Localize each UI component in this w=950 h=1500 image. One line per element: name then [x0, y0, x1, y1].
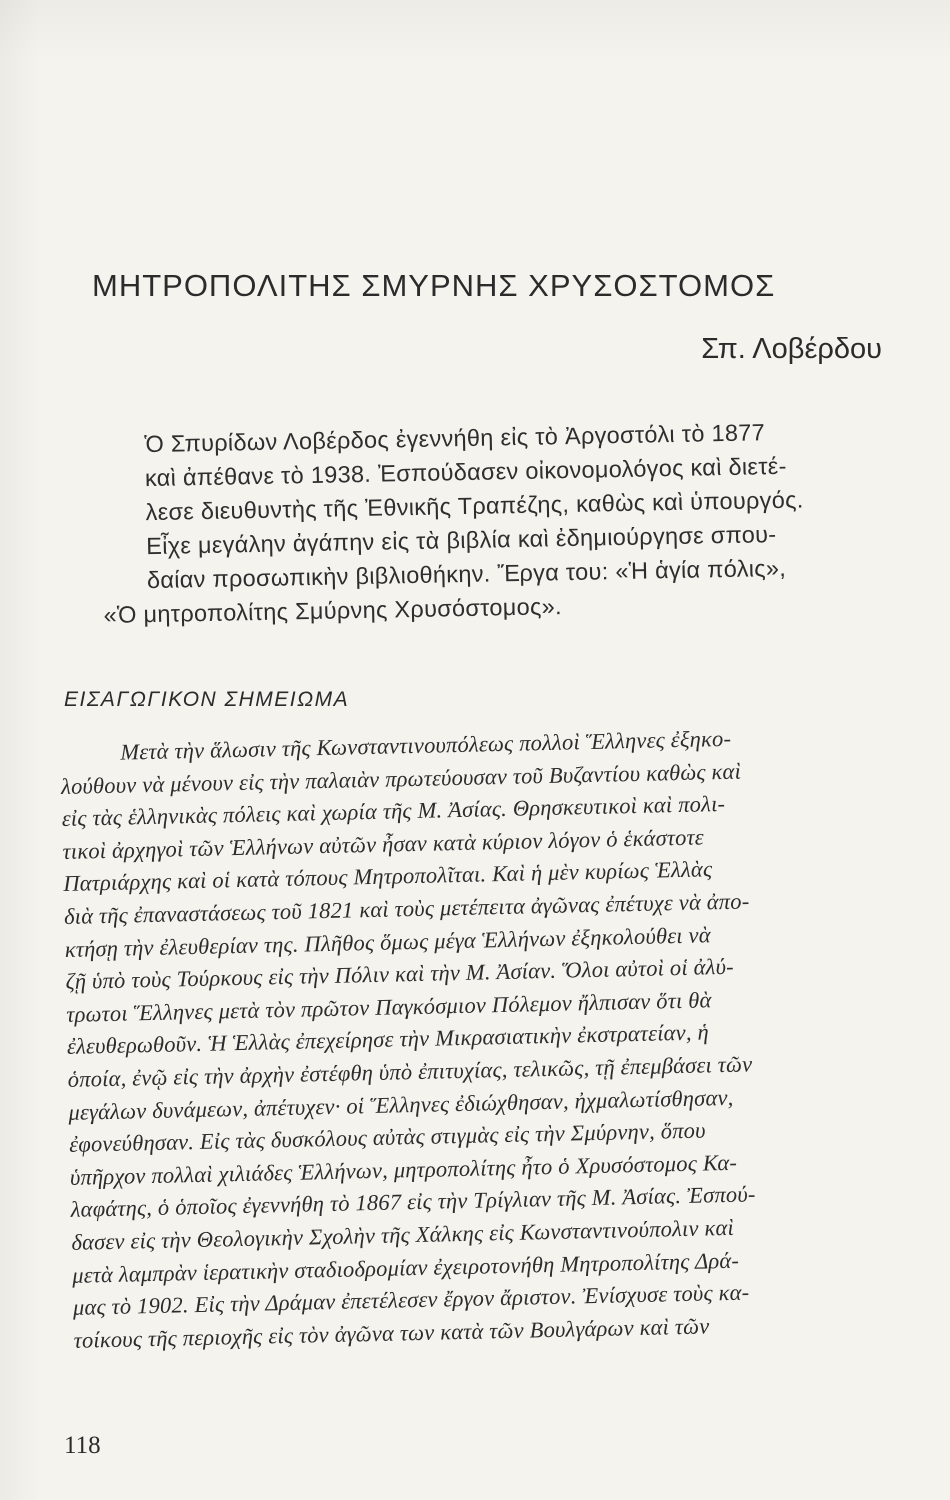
bio-line: καὶ ἀπέθανε τὸ 1938. Ἐσπούδασεν οἰκονομολόγος καὶ διετέ-	[144, 452, 787, 492]
body-line: μας τὸ 1902. Εἰς τὴν Δράμαν ἐπετέλεσεν ἔργον ἄριστον. Ἐνίσχυσε τοὺς κα-	[72, 1279, 750, 1320]
body-text	[60, 719, 924, 1357]
body-line: διὰ τῆς ἐπαναστάσεως τοῦ 1821 καὶ τοὺς μετέπειτα ἀγῶνας ἐπέτυχε νὰ ἀπο-	[63, 888, 750, 929]
author-bio	[100, 413, 904, 632]
body-line: εἰς τὰς ἑλληνικὰς πόλεις καὶ χωρία τῆς Μ. Ἀσίας. Θρησκευτικοὶ καὶ πολι-	[61, 791, 726, 832]
page-number: 118	[64, 1432, 101, 1459]
body-line: μεγάλων δυνάμεων, ἀπέτυχεν· οἱ Ἕλληνες ἐδιώχθησαν, ἠχμαλωτίσθησαν,	[68, 1084, 734, 1125]
body-line: λαφάτης, ὁ ὁποῖος ἐγεννήθη τὸ 1867 εἰς τὴν Τρίγλιαν τῆς Μ. Ἀσίας. Ἐσπού-	[70, 1181, 756, 1223]
body-line: ἐλευθερωθοῦν. Ἡ Ἑλλὰς ἐπεχείρησε τὴν Μικρασιατικὴν ἐκστρατείαν, ἡ	[66, 1019, 710, 1060]
body-line: ὑπῆρχον πολλαὶ χιλιάδες Ἑλλήνων, μητροπολίτης ἦτο ὁ Χρυσόστομος Κα-	[69, 1149, 738, 1190]
body-line: μετὰ λαμπρὰν ἱερατικὴν σταδιοδρομίαν ἐχειροτονήθη Μητροπολίτης Δρά-	[71, 1247, 740, 1288]
author-name: Σπ. Λοβέρδου	[701, 333, 882, 365]
body-line: τρωτοι Ἕλληνες μετὰ τὸν πρῶτον Παγκόσμιον Πόλεμον ἤλπισαν ὅτι θὰ	[65, 987, 712, 1027]
body-line: δασεν εἰς τὴν Θεολογικὴν Σχολὴν τῆς Χάλκης εἰς Κωνσταντινούπολιν καὶ	[71, 1214, 735, 1255]
body-line: ζῇ ὑπὸ τοὺς Τούρκους εἰς τὴν Πόλιν καὶ τὴν Μ. Ἀσίαν. Ὅλοι αὐτοὶ οἱ ἀλύ-	[65, 953, 735, 995]
body-line: κτήσῃ τὴν ἐλευθερίαν της. Πλῆθος ὅμως μέγα Ἑλλήνων ἐξηκολούθει νὰ	[64, 921, 711, 962]
body-line: λούθουν νὰ μένουν εἰς τὴν παλαιὰν πρωτεύουσαν τοῦ Βυζαντίου καθὼς καὶ	[60, 758, 742, 799]
bio-line: δαίαν προσωπικὴν βιβλιοθήκην. Ἔργα του: «Ἡ ἁγία πόλις»,	[146, 554, 787, 594]
section-heading: ΕΙΣΑΓΩΓΙΚΟΝ ΣΗΜΕΙΩΜΑ	[64, 688, 350, 711]
body-line: ἐφονεύθησαν. Εἰς τὰς δυσκόλους αὐτὰς στιγμὰς εἰς τὴν Σμύρνην, ὅπου	[68, 1117, 706, 1158]
body-line: Μετὰ τὴν ἅλωσιν τῆς Κωνσταντινουπόλεως πολλοὶ Ἕλληνες ἐξηκο-	[120, 725, 732, 765]
bio-line: Εἶχε μεγάλην ἀγάπην εἰς τὰ βιβλία καὶ ἐδημιούργησε σπου-	[146, 521, 777, 560]
body-line: Πατριάρχης καὶ οἱ κατὰ τόπους Μητροπολῖται. Καὶ ἡ μὲν κυρίως Ἑλλὰς	[63, 856, 713, 897]
body-line: τοίκους τῆς περιοχῆς εἰς τὸν ἀγῶνα των κατὰ τῶν Βουλγάρων καὶ τῶν	[73, 1313, 710, 1353]
bio-line: «Ὁ μητροπολίτης Σμύρνης Χρυσόστομος».	[103, 593, 563, 628]
bio-line: Ὁ Σπυρίδων Λοβέρδος ἐγεννήθη εἰς τὸ Ἀργοστόλι τὸ 1877	[144, 419, 766, 458]
bio-line: λεσε διευθυντὴς τῆς Ἐθνικῆς Τραπέζης, καθὼς καὶ ὑπουργός.	[145, 486, 804, 526]
body-line: τικοὶ ἀρχηγοὶ τῶν Ἑλλήνων αὐτῶν ἦσαν κατὰ κύριον λόγον ὁ ἑκάστοτε	[62, 824, 705, 864]
bleed-through-shadow	[60, 60, 910, 280]
body-line: ὁποία, ἐνῷ εἰς τὴν ἀρχὴν ἐστέφθη ὑπὸ ἐπιτυχίας, τελικῶς, τῇ ἐπεμβάσει τῶν	[67, 1051, 753, 1092]
page-title: ΜΗΤΡΟΠΟΛΙΤΗΣ ΣΜΥΡΝΗΣ ΧΡΥΣΟΣΤΟΜΟΣ	[92, 268, 776, 303]
